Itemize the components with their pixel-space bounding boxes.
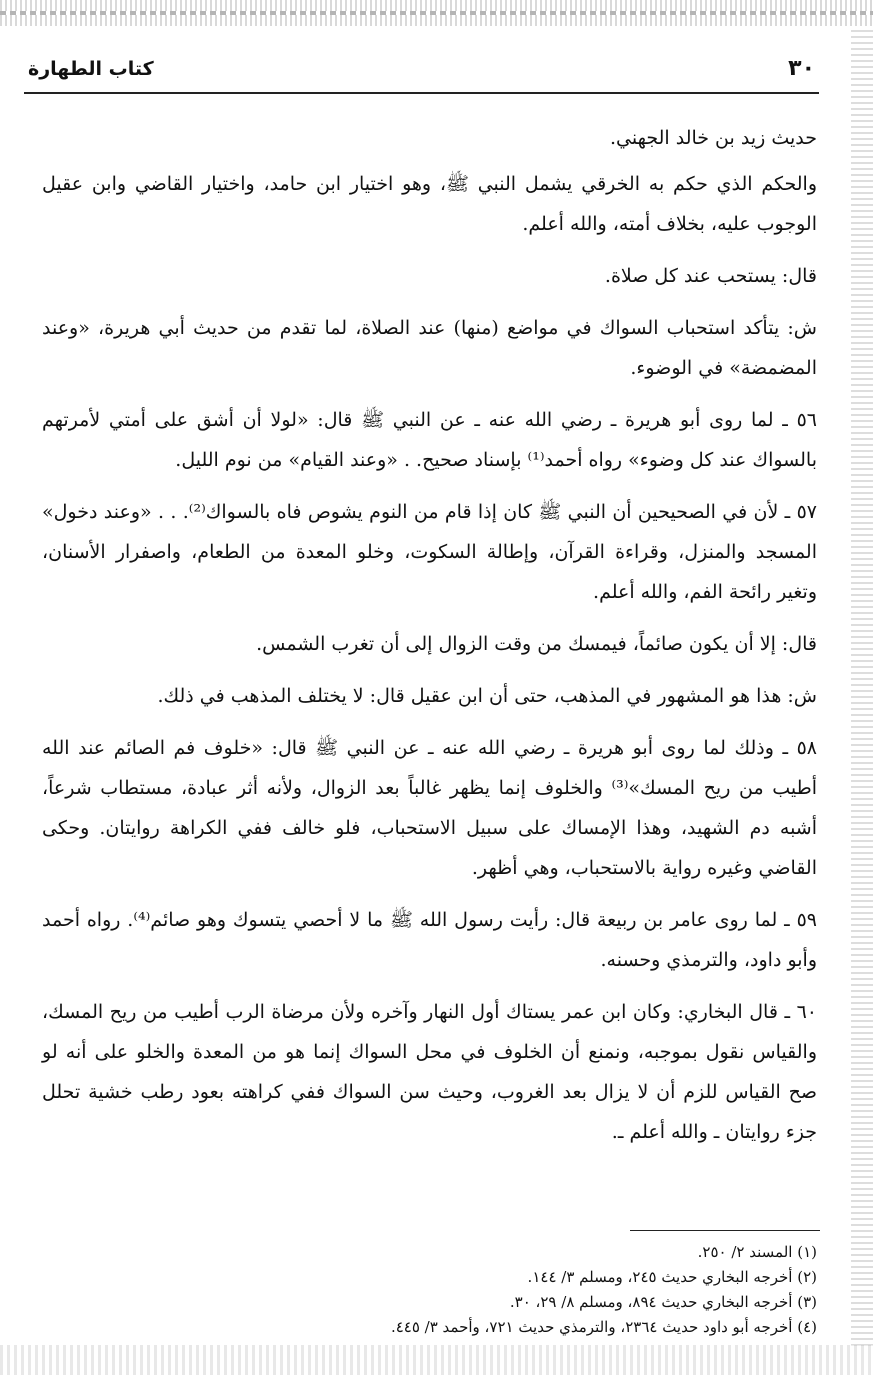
paragraph: ش: هذا هو المشهور في المذهب، حتى أن ابن عقيل قال: لا يختلف المذهب في ذلك. <box>157 685 817 707</box>
paragraph: قال: إلا أن يكون صائماً، فيمسك من وقت الزوال إلى أن تغرب الشمس. <box>256 633 817 655</box>
paragraph: والحكم الذي حكم به الخرقي يشمل النبي ﷺ، وهو اختيار ابن حامد، واختيار القاضي وابن عقيل الوجوب عليه، بخلاف أمته، والله أعلم. <box>42 173 817 235</box>
ornamental-border-bottom <box>0 1345 873 1375</box>
main-text <box>42 118 817 1164</box>
paragraph: ٥٦ ـ لما روى أبو هريرة ـ رضي الله عنه ـ عن النبي ﷺ قال: «لولا أن أشق على أمتي لأمرتهم بالسواك عند كل وضوء» رواه أحمد⁽¹⁾ بإسناد صحيح. . «وعند القيام» من نوم الليل. <box>42 409 817 471</box>
footnote: (١) المسند ٢/ ٢٥٠. <box>697 1243 817 1261</box>
running-title: كتاب الطهارة <box>28 58 154 80</box>
paragraph: ٥٧ ـ لأن في الصحيحين أن النبي ﷺ كان إذا قام من النوم يشوص فاه بالسواك⁽²⁾. . . «وعند دخول» المسجد والمنزل، وقراءة القرآن، وإطالة السكوت، وخلو المعدة من الطعام، واصفرار الأسنان، وتغير رائحة الفم، والله أعلم. <box>42 501 817 603</box>
footnote: (٢) أخرجه البخاري حديث ٢٤٥، ومسلم ٣/ ١٤٤. <box>527 1268 817 1286</box>
paragraph: ٥٩ ـ لما روى عامر بن ربيعة قال: رأيت رسول الله ﷺ ما لا أحصي يتسوك وهو صائم⁽⁴⁾. رواه أحمد وأبو داود، والترمذي وحسنه. <box>42 909 818 971</box>
page-header <box>24 54 819 94</box>
paragraph: قال: يستحب عند كل صلاة. <box>604 265 817 287</box>
ornamental-border-top <box>0 0 873 26</box>
paragraph: ٥٨ ـ وذلك لما روى أبو هريرة ـ رضي الله عنه ـ عن النبي ﷺ قال: «خلوف فم الصائم عند الله أطيب من ريح المسك»⁽³⁾ والخلوف إنما يظهر غالباً بعد الزوال، ولأنه أثر عبادة، مستطاب شرعاً، أشبه دم الشهيد، وهذا الإمساك على سبيل الاستحباب، فلو خالف ففي الكراهة روايتان. وحكى القاضي وغيره رواية بالاستحباب، وهي أظهر. <box>42 737 818 879</box>
paragraph: ش: يتأكد استحباب السواك في مواضع (منها) عند الصلاة، لما تقدم من حديث أبي هريرة، «وعند المضمضة» في الوضوء. <box>42 317 817 379</box>
ornamental-border-right <box>851 26 873 1346</box>
page-number: ٣٠ <box>788 56 815 81</box>
footnote: (٤) أخرجه أبو داود حديث ٢٣٦٤، والترمذي حديث ٧٢١، وأحمد ٣/ ٤٤٥. <box>390 1318 817 1336</box>
footnote-divider <box>630 1230 820 1231</box>
footnote: (٣) أخرجه البخاري حديث ٨٩٤، ومسلم ٨/ ٢٩، ٣٠. <box>509 1293 817 1311</box>
footnotes <box>42 1240 817 1340</box>
paragraph: ٦٠ ـ قال البخاري: وكان ابن عمر يستاك أول النهار وآخره ولأن مرضاة الرب أطيب من ريح المسك، والقياس نقول بموجبه، ونمنع أن الخلوف في محل السواك إنما هو من المعدة والخلو على أنه لو صح القياس للزم أن لا يزال بعد الغروب، وحيث سن السواك ففي كراهته بعود رطب خشية تحلل جزء روايتان ـ والله أعلم ـ. <box>42 1001 817 1143</box>
paragraph: حديث زيد بن خالد الجهني. <box>609 127 817 149</box>
